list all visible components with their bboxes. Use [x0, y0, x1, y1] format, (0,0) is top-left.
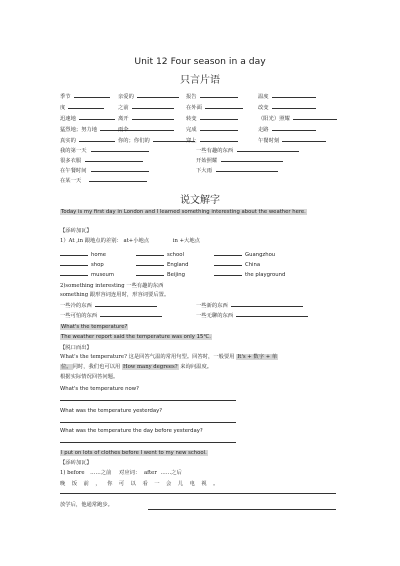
- explain-line-2: [60, 364, 212, 371]
- answer-blank[interactable]: [136, 260, 164, 266]
- vocab-item: [118, 136, 195, 145]
- vocab-label: 猛烈地；努力地: [60, 127, 98, 133]
- vocab-item: [118, 92, 179, 101]
- translate-item: [196, 301, 303, 310]
- vocab-label: 转变: [186, 116, 197, 122]
- place-word: home: [91, 252, 107, 258]
- vocab-item: [60, 166, 149, 175]
- answer-blank[interactable]: [68, 103, 104, 109]
- vocab-item: [186, 114, 238, 123]
- place-word: shop: [91, 262, 104, 268]
- vocab-item: [258, 136, 326, 145]
- answer-line[interactable]: [60, 442, 236, 443]
- answer-blank[interactable]: [200, 125, 238, 131]
- vocab-label: 开始照耀: [196, 158, 218, 164]
- answer-temperature: [60, 334, 212, 341]
- vocab-item: [60, 136, 115, 145]
- before-after-sentence-1: 晚 饭 前 ， 你 可 以 看 一 会 儿 电 视 。: [60, 481, 220, 487]
- vocab-item: [118, 103, 174, 112]
- answer-blank[interactable]: [205, 103, 243, 109]
- answer-blank[interactable]: [136, 270, 164, 276]
- answer-blank[interactable]: [91, 146, 149, 152]
- rule-explain: 跟地点的差别：: [84, 238, 122, 244]
- answer-blank[interactable]: [231, 301, 303, 307]
- explain-text: 来询问温度。: [180, 364, 213, 370]
- place-word: England: [167, 262, 189, 268]
- after-word: after: [143, 470, 157, 476]
- explain-highlight: How many degrees?: [122, 364, 178, 370]
- place-word: China: [245, 262, 261, 268]
- question-temperature: [60, 324, 128, 331]
- explain-highlight: It's + 数字 + 单: [237, 354, 278, 360]
- fill-in-item: [136, 250, 184, 259]
- vocab-label: 在某一天: [60, 178, 82, 184]
- vocab-item: [258, 92, 316, 101]
- explain-line-1: [60, 354, 278, 361]
- before-after-rule: [60, 470, 182, 477]
- vocab-item: [196, 156, 283, 165]
- vocab-item: [60, 92, 110, 101]
- answer-blank[interactable]: [132, 103, 174, 109]
- answer-blank[interactable]: [74, 92, 110, 98]
- passage-2: [60, 450, 208, 457]
- before-after-sentence-2: 放学后，他通常跑步。: [60, 502, 113, 508]
- at-in-rule: [60, 238, 200, 245]
- vocab-label: 度: [60, 105, 66, 111]
- explain-line-3: 根据实际情况回答问题。: [60, 374, 119, 380]
- answer-blank[interactable]: [293, 114, 337, 120]
- answer-blank[interactable]: [214, 270, 242, 276]
- answer-blank[interactable]: [132, 125, 174, 131]
- question-item: What was the temperature the day before yesterday?: [60, 428, 203, 434]
- answer-blank[interactable]: [236, 311, 308, 317]
- place-word: the playground: [245, 272, 286, 278]
- translate-label: 一些新的东西: [196, 303, 228, 309]
- tag-expand: 【添砖加瓦】: [60, 228, 92, 234]
- answer-blank[interactable]: [216, 166, 278, 172]
- vocab-item: [60, 156, 143, 165]
- question-item: What was the temperature yesterday?: [60, 408, 163, 414]
- vocab-label: 完成: [186, 127, 197, 133]
- vocab-label: 一些有趣的东西: [196, 148, 234, 154]
- explain-highlight: 位。: [61, 364, 72, 370]
- answer-line[interactable]: [60, 400, 236, 401]
- vocab-label: 迅速地: [60, 116, 76, 122]
- vocab-label: 你的；你们的: [118, 138, 150, 144]
- vocab-label: 在午餐时间: [60, 168, 87, 174]
- answer-blank[interactable]: [200, 114, 238, 120]
- vocab-item: [196, 166, 278, 175]
- answer-blank[interactable]: [60, 250, 88, 256]
- question-item: What's the temperature now?: [60, 386, 139, 392]
- answer-blank[interactable]: [85, 156, 143, 162]
- vocab-label: 改变: [258, 105, 269, 111]
- fill-in-item: [214, 250, 275, 259]
- vocab-label: 在外面: [186, 105, 202, 111]
- answer-blank[interactable]: [79, 136, 115, 142]
- vocab-label: 报告: [186, 94, 197, 100]
- vocab-item: [60, 103, 104, 112]
- fill-in-item: [60, 250, 106, 259]
- at-rule: at+小地点: [123, 238, 150, 244]
- answer-blank[interactable]: [200, 136, 238, 142]
- answer-blank[interactable]: [272, 103, 316, 109]
- fill-in-item: [214, 270, 285, 279]
- passage-1-text: Today is my first day in London and I learned something interesting about the weather here.: [61, 209, 306, 215]
- answer-blank[interactable]: [136, 250, 164, 256]
- in-rule: in +大地点: [172, 238, 200, 244]
- vocab-item: [118, 125, 174, 134]
- vocab-label: 午餐时刻: [258, 138, 280, 144]
- answer-blank[interactable]: [200, 92, 238, 98]
- vocab-item: [258, 114, 337, 123]
- fill-in-item: [60, 270, 114, 279]
- answer-text: The weather report said the temperature was only 15℃.: [61, 334, 211, 340]
- vocab-item: [60, 114, 115, 123]
- place-word: museum: [91, 272, 115, 278]
- tag-speak: 【脱口而出】: [60, 345, 92, 351]
- section-heading-vocab: 只言片语: [180, 75, 220, 86]
- answer-blank[interactable]: [137, 92, 179, 98]
- rule-number: 1) before: [60, 470, 85, 476]
- something-line-2: something 跟形容词连用时，形容词要后置。: [60, 292, 170, 298]
- vocab-item: [60, 176, 147, 185]
- vocab-item: [258, 125, 316, 134]
- vocab-label: 很多衣服: [60, 158, 82, 164]
- vocab-label: 雨伞: [118, 127, 129, 133]
- translate-label: 一些冷的东西: [60, 303, 92, 309]
- vocab-item: [258, 103, 316, 112]
- fill-in-item: [136, 270, 185, 279]
- answer-line[interactable]: [148, 509, 336, 510]
- vocab-label: （阳光）照耀: [258, 116, 290, 122]
- answer-blank[interactable]: [60, 270, 88, 276]
- vocab-label: 穿上: [186, 138, 197, 144]
- explain-text: What's the temperature? 这是回答气温的常用句型。回答时，一般要用: [60, 354, 235, 360]
- explain-text: 同时，我们也可以用: [72, 364, 121, 370]
- answer-blank[interactable]: [237, 146, 299, 152]
- vocab-item: [186, 125, 238, 134]
- answer-blank[interactable]: [79, 114, 115, 120]
- answer-blank[interactable]: [282, 136, 326, 142]
- answer-line[interactable]: [60, 422, 236, 423]
- answer-blank[interactable]: [272, 125, 316, 131]
- something-line-1: 2)something interesting 一些有趣的东西: [60, 283, 164, 289]
- translate-label: 一些可怕的东西: [60, 313, 98, 319]
- answer-blank[interactable]: [214, 250, 242, 256]
- place-word: school: [167, 252, 184, 258]
- page-title: Unit 12 Four season in a day: [134, 56, 266, 67]
- place-word: Guangzhou: [245, 252, 276, 258]
- answer-blank[interactable]: [100, 311, 162, 317]
- tag-expand-2: 【添砖加瓦】: [60, 460, 92, 466]
- fill-in-item: [214, 260, 260, 269]
- vocab-item: [118, 114, 174, 123]
- answer-blank[interactable]: [272, 92, 316, 98]
- answer-blank[interactable]: [214, 260, 242, 266]
- vocab-label: 走路: [258, 127, 269, 133]
- fill-in-item: [136, 260, 189, 269]
- vocab-label: 离开: [118, 116, 129, 122]
- translate-item: [196, 311, 308, 320]
- vocab-item: [60, 146, 149, 155]
- answer-blank[interactable]: [95, 301, 157, 307]
- before-meaning: ……之前: [90, 470, 112, 476]
- vocab-item: [186, 103, 243, 112]
- section-heading-explain: 说文解字: [180, 195, 220, 206]
- answer-blank[interactable]: [91, 166, 149, 172]
- vocab-label: 真实的: [60, 138, 76, 144]
- question-text: What's the temperature?: [61, 324, 128, 330]
- vocab-label: 亲爱的: [118, 94, 134, 100]
- answer-line[interactable]: [60, 493, 336, 494]
- passage-2-text: I put on lots of clothes before I went to my new school.: [61, 450, 207, 456]
- passage-1: [60, 208, 350, 217]
- translate-item: [60, 301, 157, 310]
- translate-item: [60, 311, 162, 320]
- vocab-label: 温度: [258, 94, 269, 100]
- vocab-label: 我的第一天: [60, 148, 87, 154]
- place-word: Beijing: [167, 272, 186, 278]
- answer-blank[interactable]: [132, 114, 174, 120]
- after-meaning: ……之后: [160, 470, 182, 476]
- vocab-item: [186, 92, 238, 101]
- answer-blank[interactable]: [60, 260, 88, 266]
- vocab-item: [186, 136, 238, 145]
- fill-in-item: [60, 260, 104, 269]
- answer-blank[interactable]: [89, 176, 147, 182]
- vocab-label: 下大雨: [196, 168, 212, 174]
- translate-label: 一些无聊的东西: [196, 313, 234, 319]
- vocab-label: 季节: [60, 94, 71, 100]
- vocab-label: 之前: [118, 105, 129, 111]
- vocab-item: [196, 146, 299, 155]
- rule-number: 1）At ,in: [60, 238, 84, 244]
- answer-blank[interactable]: [221, 156, 283, 162]
- counterpart-label: 对应词：: [119, 470, 141, 476]
